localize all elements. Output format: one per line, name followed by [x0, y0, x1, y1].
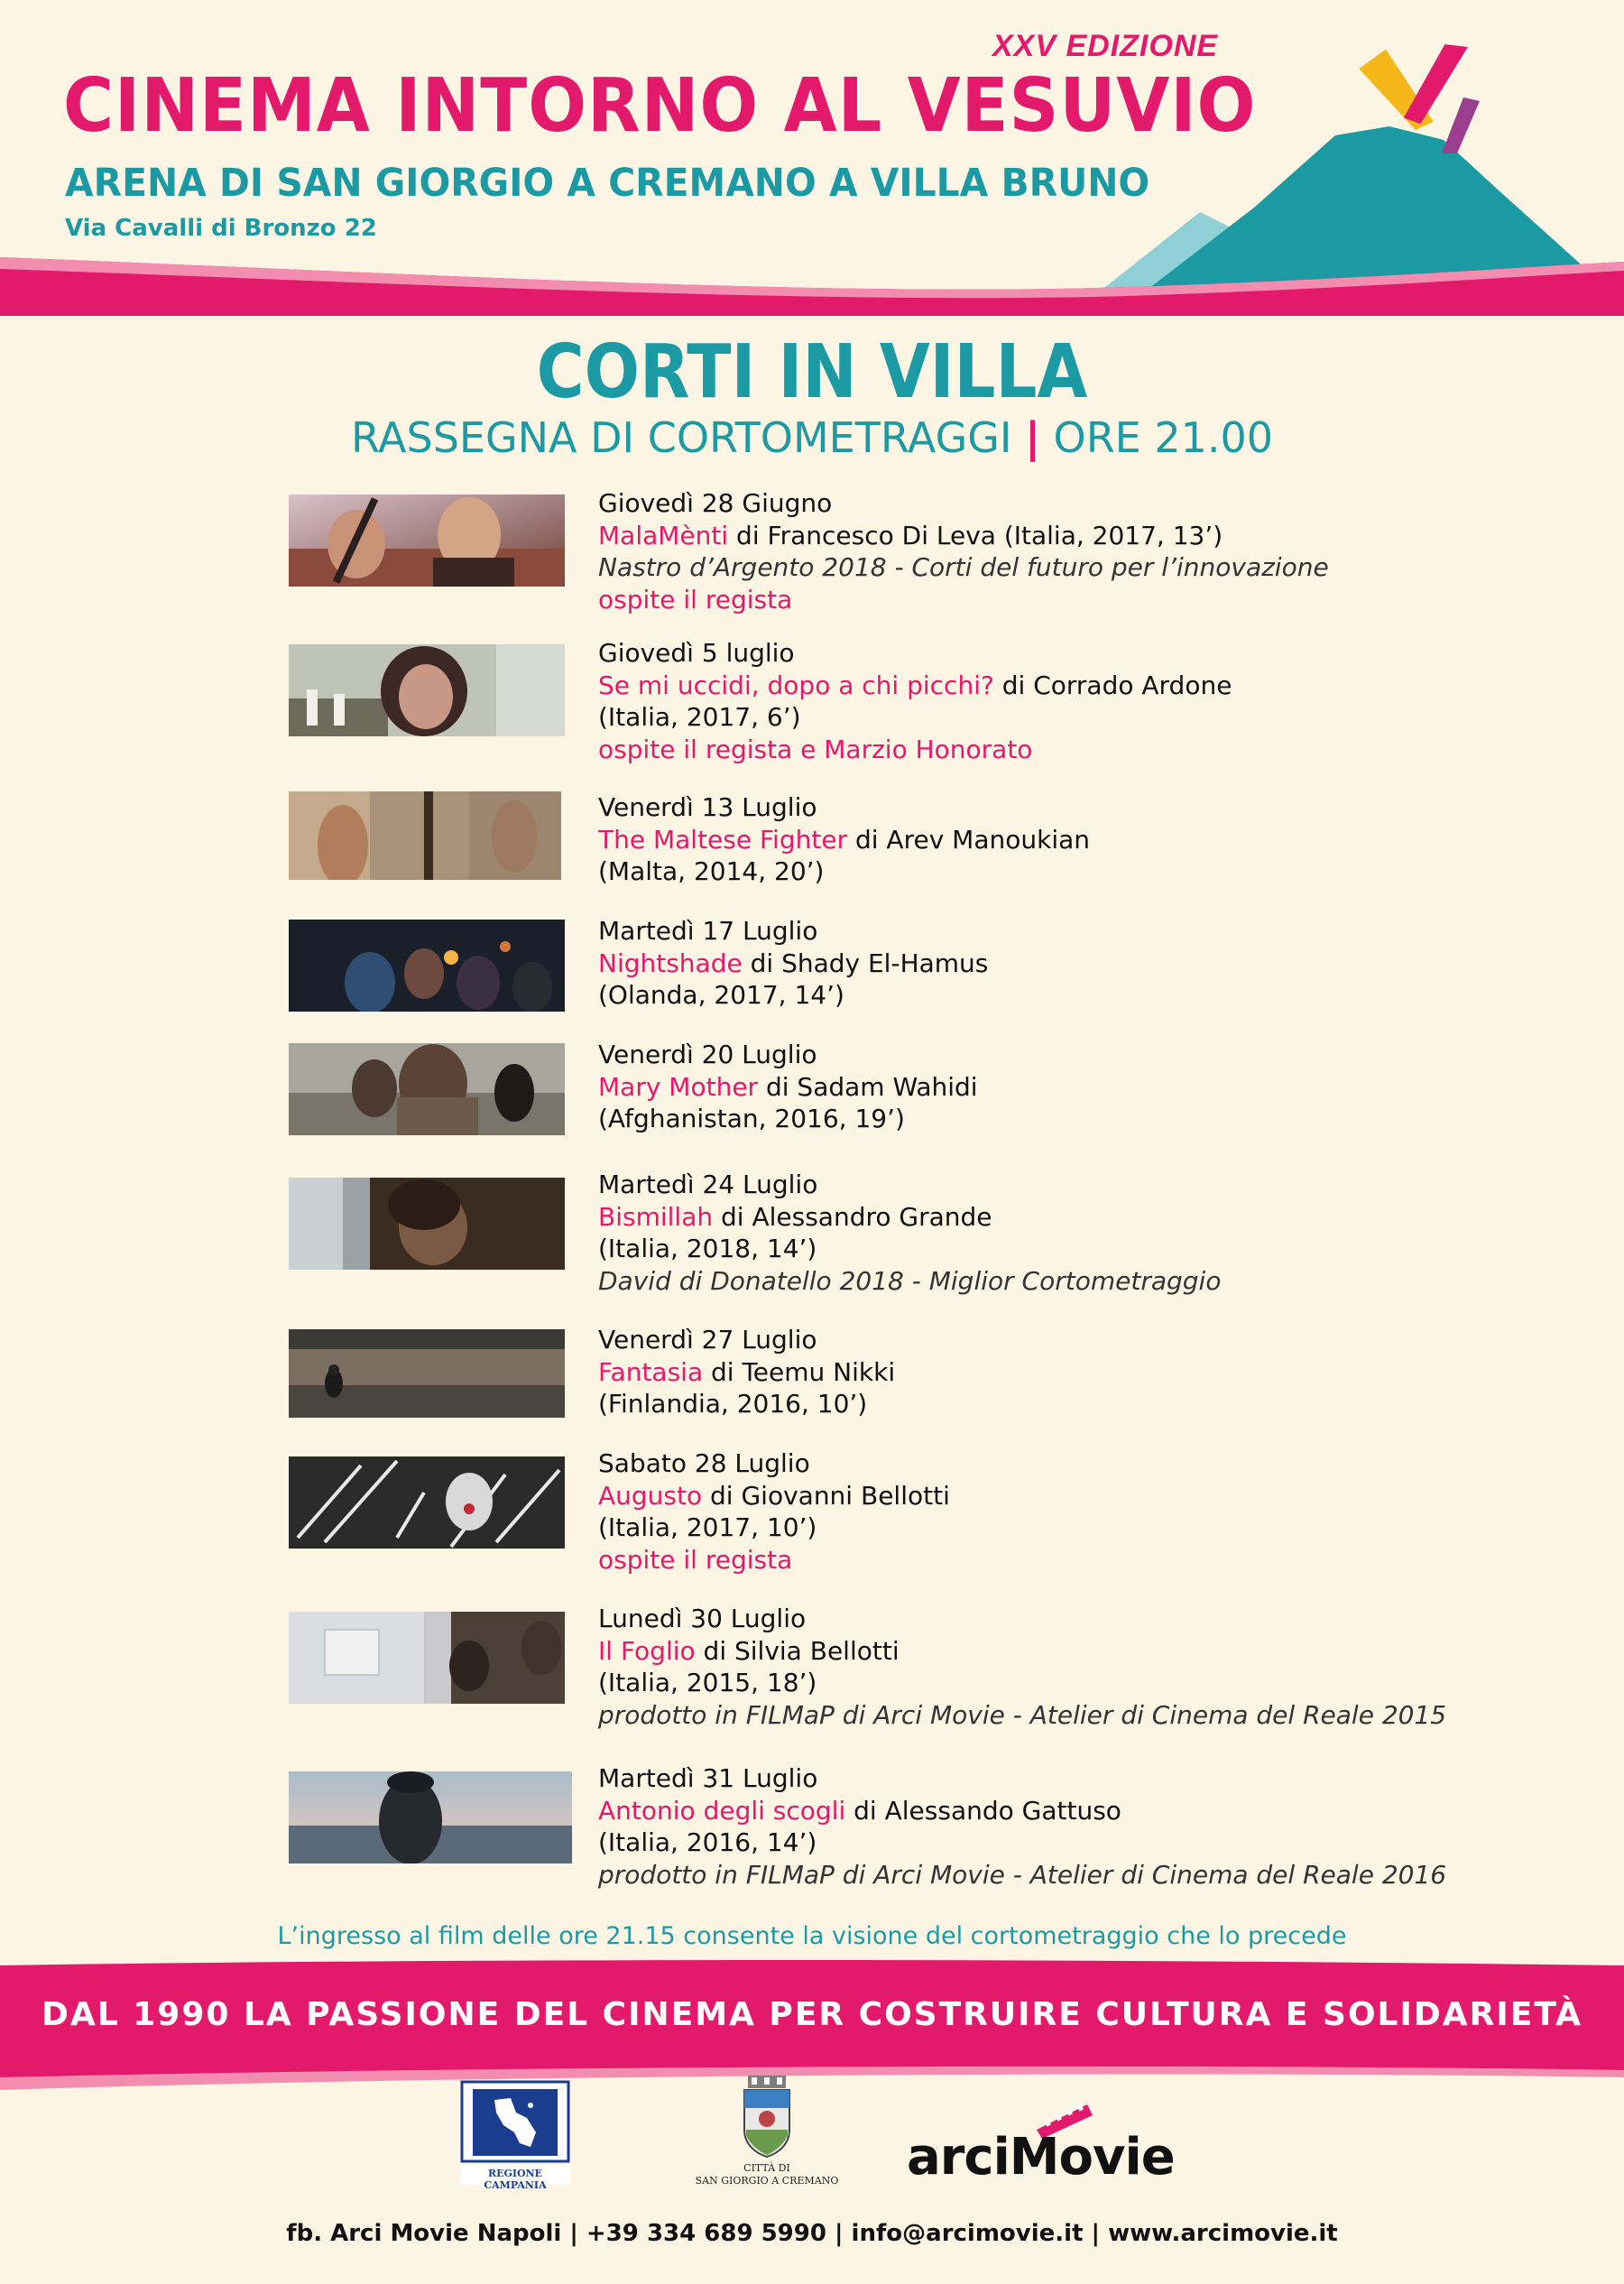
citta-label-line2: SAN GIORGIO A CREMANO: [695, 2175, 839, 2187]
regione-campania-label: REGIONE CAMPANIA: [484, 2168, 547, 2191]
citta-san-giorgio-logo: [686, 2076, 848, 2202]
section-title: CORTI IN VILLA: [536, 329, 1088, 415]
arcimovie-logo: [907, 2094, 1213, 2193]
film-title: Fantasia: [598, 1356, 704, 1387]
film-still-fantasia: [289, 1329, 565, 1418]
arcimovie-logo-movie: Movie: [1009, 2128, 1175, 2187]
film-still-il-foglio: [289, 1612, 565, 1704]
film-title: Augusto: [598, 1480, 703, 1511]
film-director: di Alessando Gattuso: [845, 1795, 1121, 1826]
film-award: David di Donatello 2018 - Miglior Cortometraggio: [598, 1265, 1222, 1296]
film-info: (Italia, 2018, 14’): [598, 1234, 817, 1263]
film-info: (Italia, 2016, 14’): [598, 1827, 817, 1857]
subtitle-left: RASSEGNA DI CORTOMETRAGGI: [350, 413, 1012, 462]
film-info: (Italia, 2017, 6’): [598, 702, 801, 732]
film-title: Antonio degli scogli: [598, 1795, 846, 1826]
film-title: Se mi uccidi, dopo a chi picchi?: [598, 670, 994, 700]
screening-date: Venerdì 20 Luglio: [598, 1040, 817, 1069]
film-guest: ospite il regista: [598, 584, 793, 615]
film-still-se-mi-uccidi: [289, 644, 565, 736]
screening-date: Venerdì 27 Luglio: [598, 1325, 817, 1355]
film-info: (Italia, 2017, 10’): [598, 1512, 817, 1542]
film-info: (Olanda, 2017, 14’): [598, 980, 844, 1010]
film-title: Bismillah: [598, 1201, 714, 1232]
film-info: (Afghanistan, 2016, 19’): [598, 1104, 905, 1133]
section-subtitle: [0, 413, 1624, 462]
venue-name: ARENA DI SAN GIORGIO A CREMANO A VILLA BRUNO: [65, 161, 1150, 206]
contact-footer: fb. Arci Movie Napoli | +39 334 689 5990 | info@arcimovie.it | www.arcimovie.it: [286, 2220, 1338, 2247]
film-still-antonio-degli-scogli: [289, 1771, 572, 1863]
film-info: (Malta, 2014, 20’): [598, 856, 825, 886]
screening-date: Sabato 28 Luglio: [598, 1448, 810, 1478]
regione-campania-logo: [460, 2080, 570, 2191]
screening-date: Martedì 17 Luglio: [598, 916, 818, 946]
film-title: Mary Mother: [598, 1071, 759, 1102]
film-director: di Alessandro Grande: [713, 1201, 992, 1232]
screening-date: Martedì 24 Luglio: [598, 1170, 818, 1199]
film-title: The Maltese Fighter: [598, 824, 848, 855]
subtitle-right: ORE 21.00: [1053, 413, 1274, 462]
film-info: (Finlandia, 2016, 10’): [598, 1389, 868, 1419]
citta-label-line1: CITTÀ DI: [743, 2162, 790, 2174]
admission-note: L’ingresso al film delle ore 21.15 consente la visione del cortometraggio che lo precede: [277, 1922, 1347, 1950]
slogan: DAL 1990 LA PASSIONE DEL CINEMA PER COSTRUIRE CULTURA E SOLIDARIETÀ: [42, 1996, 1582, 2033]
film-director: di Teemu Nikki: [703, 1356, 896, 1387]
screening-date: Venerdì 13 Luglio: [598, 792, 817, 822]
film-director: di Corrado Ardone: [993, 670, 1232, 700]
arcimovie-logo-arci: arci: [907, 2128, 1010, 2187]
festival-title: CINEMA INTORNO AL VESUVIO: [63, 63, 1257, 149]
screening-date: Lunedì 30 Luglio: [598, 1604, 807, 1633]
film-award: prodotto in FILMaP di Arci Movie - Atelier di Cinema del Reale 2015: [598, 1699, 1447, 1730]
venue-address: Via Cavalli di Bronzo 22: [65, 215, 377, 242]
film-still-bismillah: [289, 1178, 565, 1270]
film-director: di Arev Manoukian: [847, 824, 1091, 855]
film-still-maltese-fighter: [289, 791, 561, 880]
film-director: di Giovanni Bellotti: [702, 1480, 950, 1511]
film-director: di Sadam Wahidi: [758, 1071, 978, 1102]
screening-date: Martedì 31 Luglio: [598, 1763, 818, 1793]
film-award: prodotto in FILMaP di Arci Movie - Atelier di Cinema del Reale 2016: [598, 1859, 1447, 1890]
film-still-mary-mother: [289, 1043, 565, 1135]
film-title: MalaMènti: [598, 520, 729, 550]
film-title: Il Foglio: [598, 1635, 696, 1666]
screening-date: Giovedì 28 Giugno: [598, 488, 833, 518]
film-info: (Italia, 2015, 18’): [598, 1668, 817, 1697]
film-award: Nastro d’Argento 2018 - Corti del futuro per l’innovazione: [598, 552, 1329, 582]
film-still-nightshade: [289, 920, 565, 1012]
subtitle-separator: |: [1025, 413, 1040, 462]
film-still-augusto: [289, 1456, 565, 1549]
film-guest: ospite il regista: [598, 1544, 793, 1575]
film-director: di Shady El-Hamus: [742, 948, 989, 978]
film-still-malamenti: [289, 495, 565, 587]
film-title: Nightshade: [598, 948, 743, 978]
film-director: di Silvia Bellotti: [695, 1635, 900, 1666]
film-director: di Francesco Di Leva (Italia, 2017, 13’): [728, 520, 1223, 550]
screening-date: Giovedì 5 luglio: [598, 638, 795, 668]
film-guest: ospite il regista e Marzio Honorato: [598, 734, 1033, 764]
edition-label: XXV EDIZIONE: [992, 29, 1219, 63]
